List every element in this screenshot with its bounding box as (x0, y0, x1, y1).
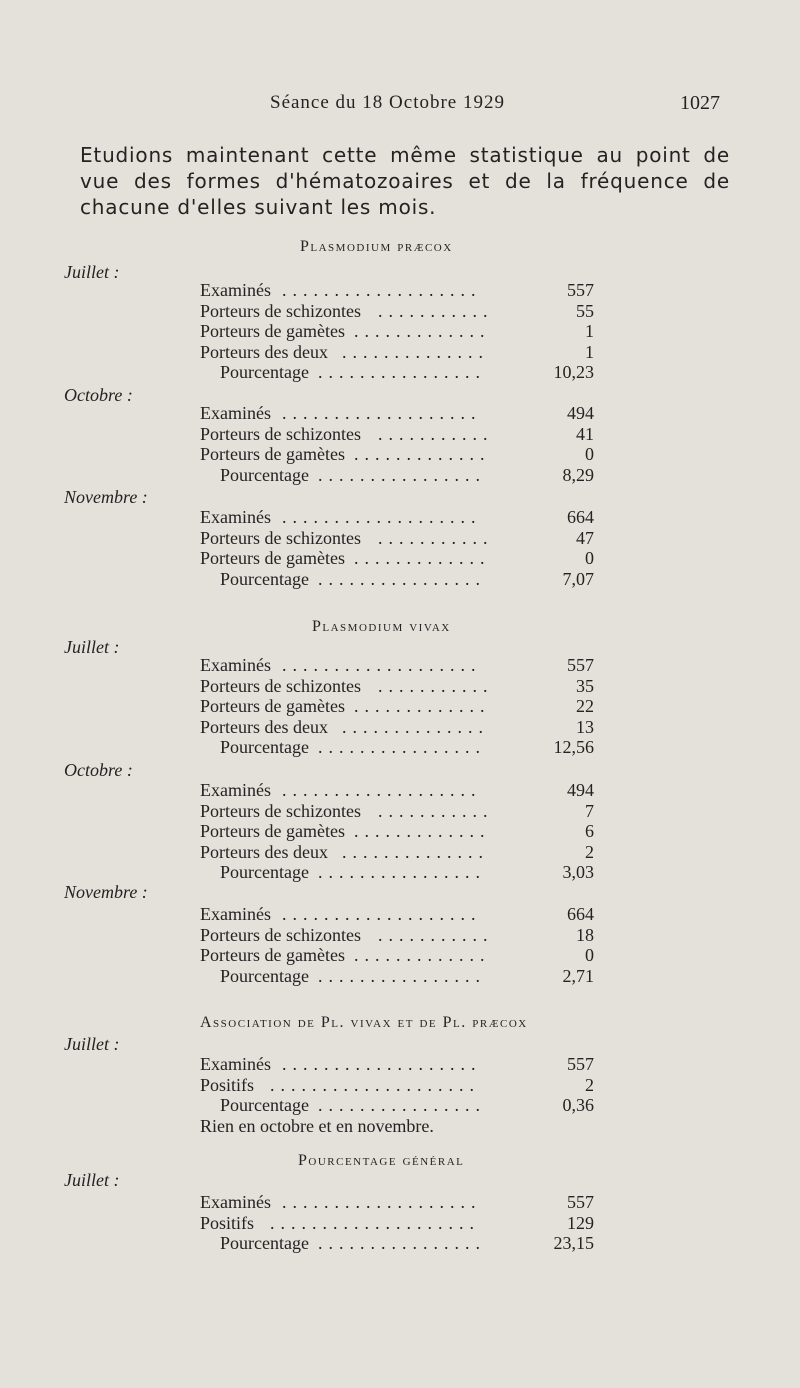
row-label: Examinés (200, 1192, 271, 1212)
leader-dots: .............. (342, 716, 489, 737)
row-label: Examinés (200, 780, 271, 800)
row-label: Pourcentage (220, 464, 309, 485)
table-row (200, 842, 600, 863)
leader-dots: ............. (354, 696, 491, 716)
row-value: 18 (576, 924, 594, 945)
section-title: Plasmodium vivax (312, 618, 451, 635)
row-value: 2,71 (562, 965, 594, 986)
row-value: 557 (567, 1054, 594, 1074)
row-value: 0 (585, 945, 594, 965)
row-label: Porteurs de schizontes (200, 675, 361, 696)
row-value: 0 (585, 444, 594, 464)
month-label: Juillet : (64, 1034, 120, 1054)
row-label: Examinés (200, 655, 271, 675)
leader-dots: ................ (318, 1233, 486, 1253)
table-row (200, 507, 600, 528)
leader-dots: ............. (354, 548, 491, 568)
table-row (200, 966, 600, 987)
table-row (200, 1213, 600, 1234)
leader-dots: .............. (342, 341, 489, 362)
row-label: Porteurs de gamètes (200, 821, 345, 841)
section-title: Pourcentage général (298, 1152, 465, 1169)
table-row (200, 528, 600, 549)
leader-dots: ................ (318, 862, 486, 882)
row-label: Pourcentage (220, 1233, 309, 1253)
table-row (200, 424, 600, 445)
leader-dots: ................... (282, 904, 482, 924)
row-label: Pourcentage (220, 1095, 309, 1115)
row-label: Porteurs de schizontes (200, 300, 361, 321)
table-row (200, 403, 600, 424)
row-value: 664 (567, 904, 594, 924)
month-label: Juillet : (64, 637, 120, 657)
row-value: 1 (585, 341, 594, 362)
table-row (200, 655, 600, 676)
leader-dots: ........... (378, 924, 494, 945)
month-label: Juillet : (64, 1170, 120, 1190)
row-label: Examinés (200, 403, 271, 423)
leader-dots: ............. (354, 821, 491, 841)
row-label: Porteurs des deux (200, 716, 328, 737)
table-row (200, 945, 600, 966)
row-value: 7 (585, 800, 594, 821)
leader-dots: ........... (378, 800, 494, 821)
section-title: Association de Pl. vivax et de Pl. præcox (200, 1014, 528, 1031)
table-row (200, 780, 600, 801)
table-row (200, 465, 600, 486)
row-value: 2 (585, 841, 594, 862)
row-value: 0,36 (562, 1095, 594, 1115)
row-value: 10,23 (553, 362, 594, 382)
row-value: 12,56 (553, 737, 594, 757)
leader-dots: ................ (318, 568, 486, 589)
table-row (200, 904, 600, 925)
row-value: 35 (576, 675, 594, 696)
row-value: 47 (576, 527, 594, 548)
row-label: Porteurs de gamètes (200, 444, 345, 464)
table-row (200, 737, 600, 758)
month-label: Octobre : (64, 385, 133, 405)
table-row (200, 801, 600, 822)
leader-dots: ................ (318, 737, 486, 757)
row-label: Examinés (200, 1054, 271, 1074)
leader-dots: ........... (378, 675, 494, 696)
row-value: 494 (567, 780, 594, 800)
row-value: 41 (576, 423, 594, 444)
row-label: Pourcentage (220, 362, 309, 382)
row-label: Porteurs des deux (200, 341, 328, 362)
leader-dots: ................... (282, 1192, 482, 1212)
running-header (0, 92, 800, 118)
row-label: Positifs (200, 1074, 255, 1095)
row-label: Examinés (200, 904, 271, 924)
row-value: 23,15 (553, 1233, 594, 1253)
row-label: Porteurs des deux (200, 841, 328, 862)
table-row (200, 569, 600, 590)
row-label: Porteurs de schizontes (200, 423, 361, 444)
month-label: Novembre : (64, 882, 148, 902)
row-label: Porteurs de gamètes (200, 945, 345, 965)
table-row (200, 696, 600, 717)
leader-dots: ........... (378, 527, 494, 548)
leader-dots: ............. (354, 321, 491, 341)
row-label: Porteurs de gamètes (200, 548, 345, 568)
row-value: 13 (576, 716, 594, 737)
leader-dots: ........... (378, 300, 494, 321)
table-row (200, 925, 600, 946)
row-value: 3,03 (562, 862, 594, 882)
leader-dots: ........... (378, 423, 494, 444)
header-title: Séance du 18 Octobre 1929 (270, 92, 505, 113)
leader-dots: .................... (270, 1212, 480, 1233)
leader-dots: ................... (282, 655, 482, 675)
intro-paragraph: Etudions maintenant cette même statistique au point de vue des formes d'hématozoaires et de la fréquence de chacune d'elles suivant les mois. (80, 143, 730, 219)
row-value: 494 (567, 403, 594, 423)
table-row (200, 301, 600, 322)
leader-dots: ................ (318, 1095, 486, 1115)
table-row (200, 862, 600, 883)
row-value: 55 (576, 300, 594, 321)
row-value: 129 (567, 1212, 594, 1233)
row-value: 557 (567, 655, 594, 675)
leader-dots: ................ (318, 362, 486, 382)
leader-dots: ............. (354, 444, 491, 464)
table-row (200, 444, 600, 465)
row-value: 1 (585, 321, 594, 341)
leader-dots: ................... (282, 507, 482, 527)
row-label: Examinés (200, 507, 271, 527)
leader-dots: ................ (318, 965, 486, 986)
leader-dots: ................... (282, 403, 482, 423)
table-row (200, 1095, 600, 1116)
row-value: 8,29 (562, 464, 594, 485)
row-value: 557 (567, 280, 594, 300)
row-label: Porteurs de gamètes (200, 696, 345, 716)
leader-dots: .................... (270, 1074, 480, 1095)
row-label: Porteurs de schizontes (200, 800, 361, 821)
month-label: Novembre : (64, 487, 148, 507)
table-row (200, 676, 600, 697)
leader-dots: ................... (282, 1054, 482, 1074)
leader-dots: ................ (318, 464, 486, 485)
table-row (200, 1075, 600, 1096)
row-value: 664 (567, 507, 594, 527)
row-value: 7,07 (562, 568, 594, 589)
table-row (200, 548, 600, 569)
row-label: Porteurs de schizontes (200, 527, 361, 548)
row-label: Pourcentage (220, 737, 309, 757)
table-row (200, 717, 600, 738)
row-label: Pourcentage (220, 862, 309, 882)
row-value: 2 (585, 1074, 594, 1095)
row-label: Porteurs de schizontes (200, 924, 361, 945)
row-value: 22 (576, 696, 594, 716)
table-row (200, 321, 600, 342)
row-value: 6 (585, 821, 594, 841)
table-row (200, 1192, 600, 1213)
row-label: Examinés (200, 280, 271, 300)
month-label: Juillet : (64, 262, 120, 282)
row-value: 557 (567, 1192, 594, 1212)
leader-dots: ................... (282, 280, 482, 300)
table-row (200, 821, 600, 842)
section-title: Plasmodium præcox (300, 238, 453, 255)
row-label: Porteurs de gamètes (200, 321, 345, 341)
leader-dots: ............. (354, 945, 491, 965)
table-row (200, 280, 600, 301)
table-row (200, 362, 600, 383)
table-row (200, 1054, 600, 1075)
note-text: Rien en octobre et en novembre. (200, 1115, 434, 1136)
row-label: Pourcentage (220, 568, 309, 589)
row-label: Positifs (200, 1212, 255, 1233)
month-label: Octobre : (64, 760, 133, 780)
row-label: Pourcentage (220, 965, 309, 986)
table-row (200, 1233, 600, 1254)
row-value: 0 (585, 548, 594, 568)
leader-dots: ................... (282, 780, 482, 800)
page-number: 1027 (680, 92, 720, 114)
table-row (200, 342, 600, 363)
leader-dots: .............. (342, 841, 489, 862)
